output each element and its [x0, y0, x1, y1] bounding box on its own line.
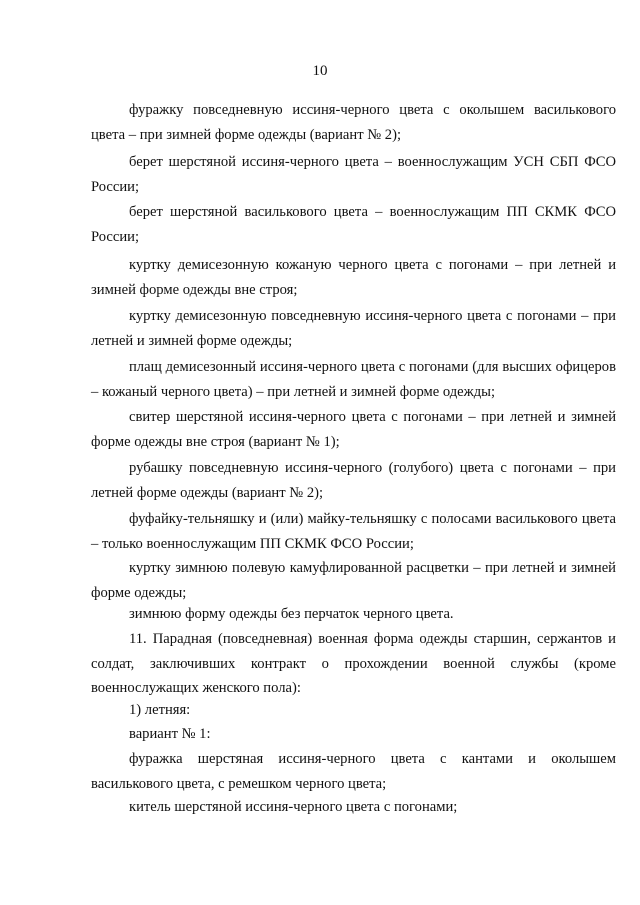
paragraph: фуражка шерстяная иссиня-черного цвета с кантами и околышем василькового цвета, с ремешком черного цвета;	[91, 751, 616, 792]
paragraph: фуражку повседневную иссиня-черного цвета с околышем василькового цвета – при зимней форме одежды (вариант № 2);	[91, 102, 616, 143]
paragraph: свитер шерстяной иссиня-черного цвета с погонами – при летней и зимней форме одежды вне строя (вариант № 1);	[91, 409, 616, 450]
paragraph: 1) летняя:	[129, 702, 191, 718]
paragraph: рубашку повседневную иссиня-черного (голубого) цвета с погонами – при летней форме одежды (вариант № 2);	[91, 460, 616, 501]
paragraph: фуфайку-тельняшку и (или) майку-тельняшку с полосами василькового цвета – только военнослужащим ПП СКМК ФСО России;	[91, 511, 616, 552]
paragraph: зимнюю форму одежды без перчаток черного цвета.	[129, 606, 454, 622]
paragraph: куртку демисезонную кожаную черного цвета с погонами – при летней и зимней форме одежды вне строя;	[91, 257, 616, 298]
paragraph: китель шерстяной иссиня-черного цвета с погонами;	[129, 799, 458, 815]
paragraph: 11. Парадная (повседневная) военная форма одежды старшин, сержантов и солдат, заключивших контракт о прохождении военной службы (кроме военнослужащих женского пола):	[91, 631, 616, 696]
paragraph: куртку зимнюю полевую камуфлированной расцветки – при летней и зимней форме одежды;	[91, 560, 616, 601]
page-number: 10	[312, 63, 328, 79]
paragraph: плащ демисезонный иссиня-черного цвета с погонами (для высших офицеров – кожаный черного цвета) – при летней и зимней форме одежды;	[91, 359, 616, 400]
paragraph: куртку демисезонную повседневную иссиня-черного цвета с погонами – при летней и зимней форме одежды;	[91, 308, 616, 349]
paragraph: вариант № 1:	[129, 726, 211, 742]
paragraph: берет шерстяной иссиня-черного цвета – военнослужащим УСН СБП ФСО России;	[91, 154, 616, 195]
paragraph: берет шерстяной василькового цвета – военнослужащим ПП СКМК ФСО России;	[91, 204, 616, 245]
